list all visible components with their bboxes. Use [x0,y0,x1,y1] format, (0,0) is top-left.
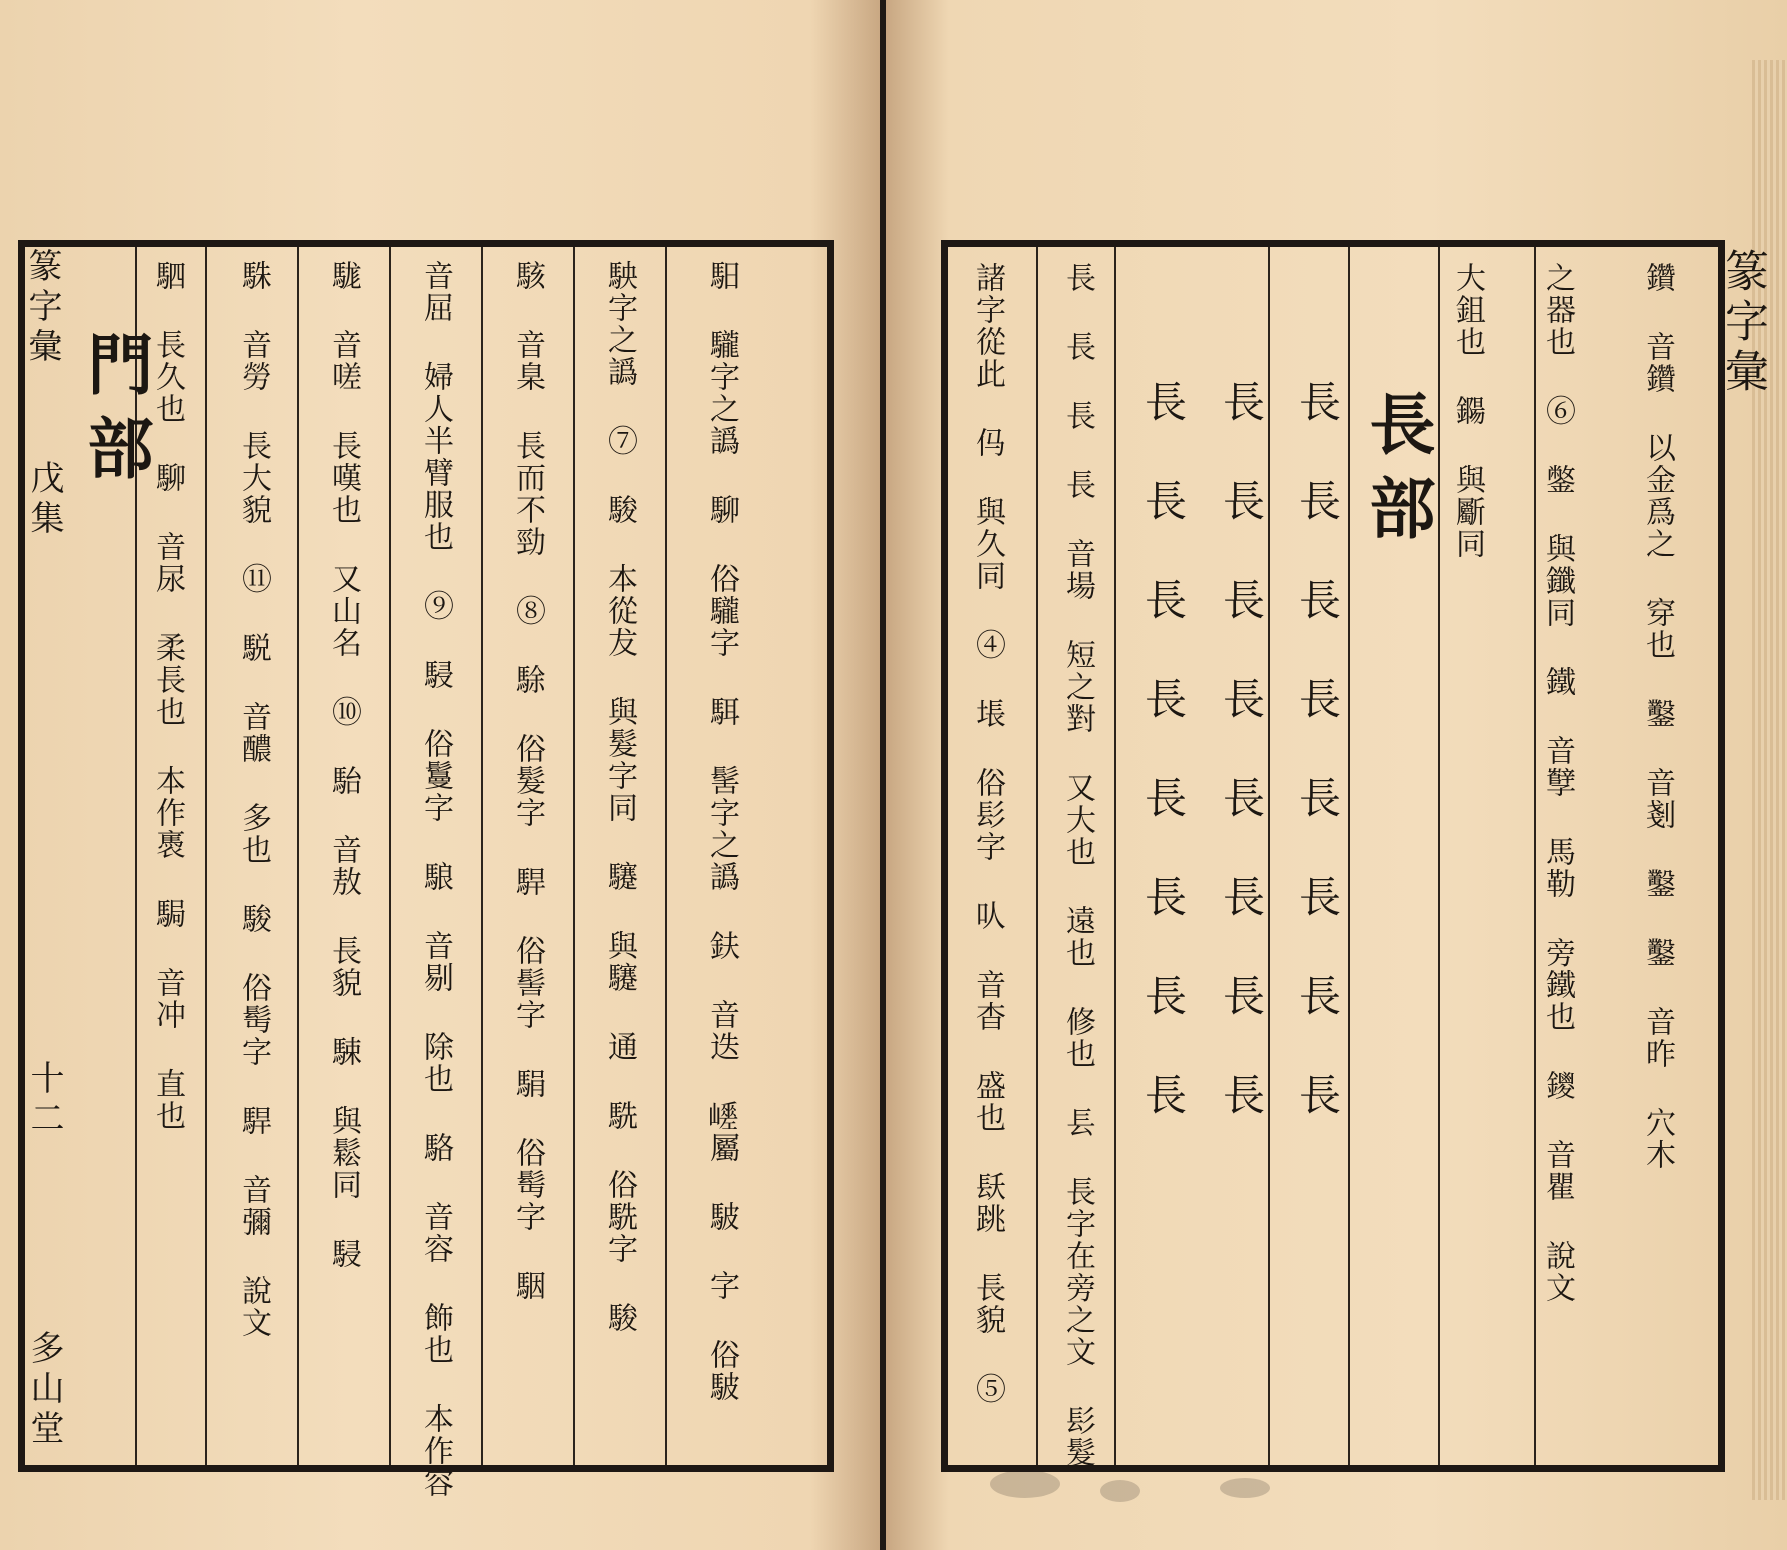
left-section-title: 門部 [76,330,154,498]
right-text-column-5: 長 長 長 長 長 長 長 長 [1217,380,1266,1119]
ink-smudge [1220,1478,1270,1498]
left-text-column-6: 駯 音勞 長大貌 ⑪ 駾 音醲 多也 駿 俗髩字 駻 音彌 說文 [236,260,271,1339]
left-text-column-3: 駭 音臬 長而不勁 ⑧ 駼 俗髮字 駻 俗髻字 駽 俗髩字 駰 [510,260,545,1302]
left-text-column-2: 駚字之譌 ⑦ 駿 本從犮 與髮字同 䮿 與䮿 通 駪 俗駪字 駿 [602,260,637,1334]
right-text-column-4: 長 長 長 長 長 長 長 長 [1293,380,1342,1119]
left-text-column-1: 馹 䮾字之譌 駠 俗䮾字 駬 髺字之譌 鈇 音迭 𡾑屬 駊 字 俗駊 [704,260,739,1403]
left-text-column-5: 駹 音嗟 長嘆也 又山名 ⑩ 駘 音敖 長貌 駷 與鬆同 駸 [326,260,361,1270]
right-text-column-2: 之器也 ⑥ 鐅 與鑯同 鐵 音孼 馬勒 旁鐵也 鑁 音瞿 說文 [1540,262,1575,1304]
ink-smudge [990,1470,1060,1498]
right-text-column-3: 大鉏也 鐊 與斸同 [1450,262,1485,560]
left-text-column-4: 音屈 婦人半臂服也 ⑨ 駸 俗鬘字 駺 音剔 除也 駱 音容 飾也 本作容 [418,260,453,1499]
left-margin-publisher: 多山堂 [24,1330,64,1450]
right-margin-book-title: 篆字彙 [1717,248,1768,398]
right-text-column-6: 長 長 長 長 長 長 長 長 [1139,380,1188,1119]
left-margin-volume: 戊集 [24,460,64,540]
left-margin-book-title: 篆字彙 [22,248,62,368]
ink-smudge [1100,1480,1140,1502]
right-text-column-7: 長 長 長 長 音場 短之對 又大也 遠也 修也 镸 長字在旁之文 髟髮 [1060,262,1095,1469]
left-text-column-7: 駟 長久也 駠 音尿 柔長也 本作褭 駶 音冲 直也 [150,260,185,1132]
right-text-column-8: 諸字從此 㐷 與久同 ④ 㙊 俗髟字 㕥 音杳 盛也 镺跳 長貌 ⑤ [970,262,1005,1405]
right-section-title: 長部 [1358,390,1436,558]
left-margin-leaf-number: 十二 [24,1060,64,1140]
right-text-column-1: 鑽 音鑽 以金爲之 穿也 鑿 音剗 鑿 鑿 音昨 穴木 [1640,262,1675,1171]
